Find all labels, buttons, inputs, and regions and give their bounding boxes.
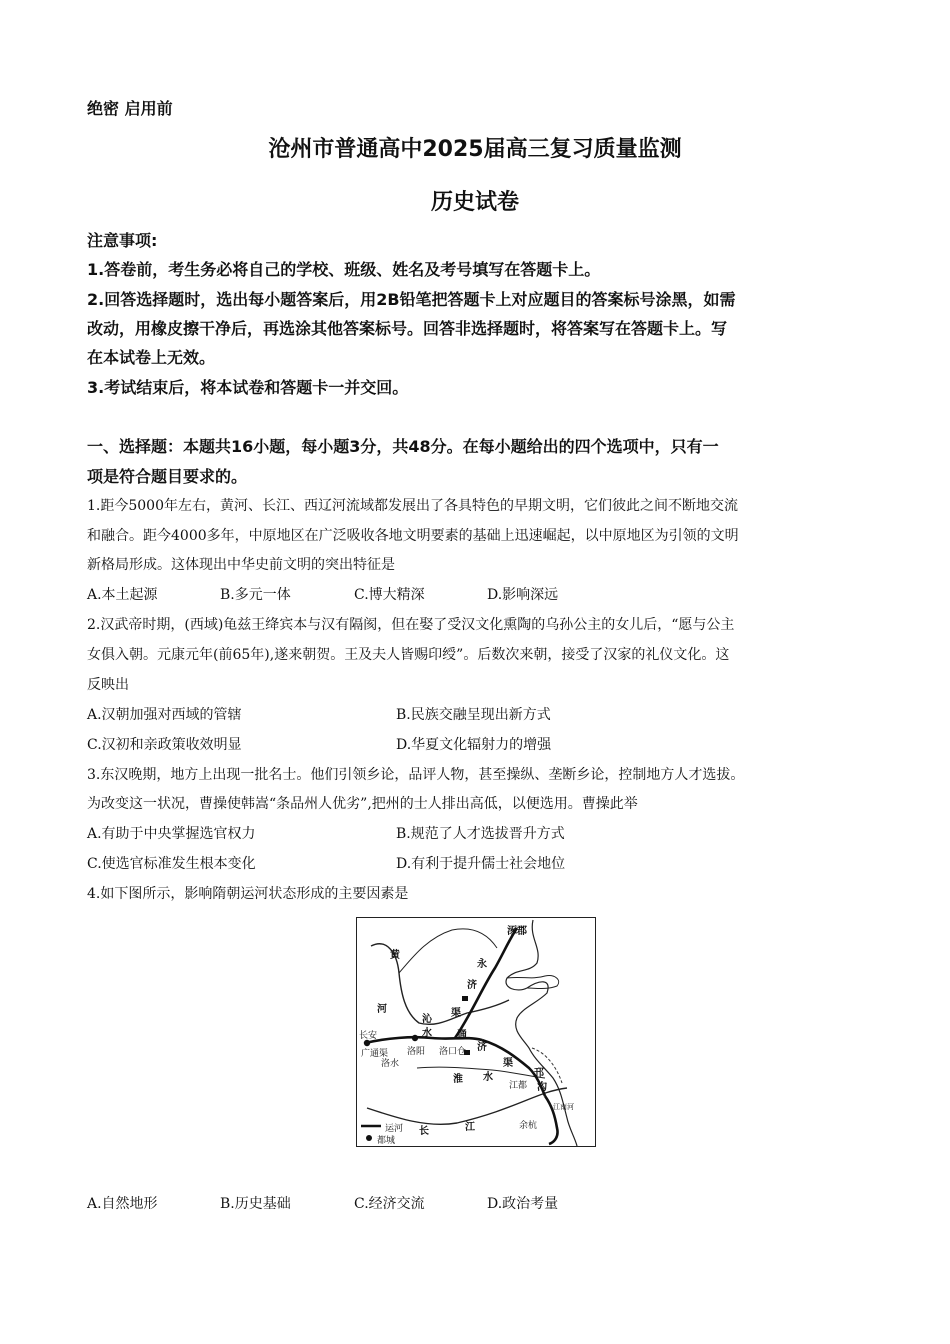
question-2-text: 女俱入朝。元康元年(前65年),遂来朝贺。王及夫人皆赐印绶”。后数次来朝，接受了汉家的礼仪文化。这 (87, 647, 730, 663)
question-4-option-c: C.经济交流 (354, 1196, 425, 1212)
question-1-option-d: D.影响深远 (487, 587, 559, 603)
note-line: 3.考试结束后，将本试卷和答题卡一并交回。 (87, 378, 409, 397)
map-label-shui2: 水 (483, 1072, 493, 1083)
granary-icon (462, 996, 468, 1001)
map-label-ji1: 济 (467, 980, 477, 991)
question-4-option-b: B.历史基础 (220, 1196, 291, 1212)
exam-title: 沧州市普通高中2025届高三复习质量监测 (268, 137, 682, 162)
map-label-huai: 淮 (453, 1074, 463, 1085)
yongji-canal (455, 928, 517, 1038)
question-4-option-a: A.自然地形 (87, 1196, 158, 1212)
map-label-shui1: 水 (422, 1028, 432, 1039)
legend-capital-icon (366, 1135, 372, 1141)
map-label-jiangnan: 江南河 (553, 1103, 574, 1111)
map-label-jiang: 江 (465, 1122, 475, 1133)
section-instructions-cont: 项是符合题目要求的。 (87, 467, 248, 486)
map-legend-capital: 都城 (377, 1136, 396, 1146)
question-2-option-c: C.汉初和亲政策收效明显 (87, 737, 242, 753)
question-2-option-b: B.民族交融呈现出新方式 (396, 707, 551, 723)
map-label-jiangdu: 江都 (509, 1081, 528, 1091)
question-2-option-a: A.汉朝加强对西域的管辖 (87, 707, 242, 723)
question-1-option-b: B.多元一体 (220, 587, 291, 603)
note-line: 在本试卷上无效。 (87, 348, 216, 367)
map-label-chang: 长 (419, 1126, 429, 1137)
coastline (506, 920, 577, 1146)
question-1-option-a: A.本土起源 (87, 587, 158, 603)
question-1-text: 和融合。距今4000多年，中原地区在广泛吸收各地文明要素的基础上迅速崛起，以中原地区为引领的文明 (87, 528, 739, 544)
question-2-option-d: D.华夏文化辐射力的增强 (396, 737, 552, 753)
subject-title: 历史试卷 (430, 190, 519, 215)
map-label-yuhang: 余杭 (519, 1121, 538, 1131)
map-label-qu2: 渠 (503, 1058, 513, 1069)
map-label-luoshui: 洛水 (381, 1059, 400, 1069)
sui-canal-map (356, 917, 596, 1147)
question-1-text: 1.距今5000年左右，黄河、长江、西辽河流域都发展出了各具特色的早期文明，它们彼此之间不断地交流 (87, 498, 738, 514)
map-label-gou: 沟 (537, 1082, 547, 1093)
map-label-guangtong: 广通渠 (361, 1049, 389, 1059)
map-label-qu1: 渠 (451, 1008, 461, 1019)
question-3-option-b: B.规范了人才选拔晋升方式 (396, 826, 565, 842)
question-4-text: 4.如下图所示，影响隋朝运河状态形成的主要因素是 (87, 886, 409, 902)
question-2-text: 反映出 (87, 677, 129, 693)
question-2-text: 2.汉武帝时期，(西域)龟兹王绛宾本与汉有隔阂，但在娶了受汉文化熏陶的乌孙公主的女儿后，“愿与公主 (87, 617, 735, 633)
map-label-tong: 通 (457, 1030, 467, 1041)
question-3-option-a: A.有助于中央掌握选官权力 (87, 826, 256, 842)
question-3-text: 为改变这一状况，曹操使韩嵩“条品州人优劣”,把州的士人排出高低，以便选用。曹操此举 (87, 796, 638, 812)
peninsula-outline (507, 976, 559, 989)
note-line: 2.回答选择题时，选出每小题答案后，用2B铅笔把答题卡上对应题目的答案标号涂黑，如需 (87, 290, 736, 309)
section-instructions: 一、选择题：本题共16小题，每小题3分，共48分。在每小题给出的四个选项中，只有一 (87, 437, 719, 456)
question-4-option-d: D.政治考量 (487, 1196, 559, 1212)
question-3-option-d: D.有利于提升儒士社会地位 (396, 856, 566, 872)
map-label-yong: 永 (477, 959, 487, 970)
notes-heading: 注意事项: (87, 231, 158, 250)
map-label-luokoucang: 洛口仓 (439, 1047, 467, 1057)
map-label-he: 河 (377, 1004, 387, 1015)
map-label-han: 邗 (534, 1068, 544, 1079)
map-legend-canal: 运河 (385, 1124, 404, 1134)
map-label-qin: 沁 (422, 1014, 432, 1025)
question-1-text: 新格局形成。这体现出中华史前文明的突出特征是 (87, 557, 395, 573)
map-label-ji2: 济 (477, 1042, 487, 1053)
luoyang-capital-icon (412, 1035, 418, 1041)
question-3-text: 3.东汉晚期，地方上出现一批名士。他们引领乡论，品评人物，甚至操纵、垄断乡论，控制地方人才选拔。 (87, 767, 745, 783)
map-label-zhuojun: 涿郡 (507, 926, 527, 937)
map-label-luoyang: 洛阳 (407, 1047, 426, 1057)
map-label-huang: 黄 (390, 950, 400, 961)
question-1-option-c: C.博大精深 (354, 587, 425, 603)
question-3-option-c: C.使选官标准发生根本变化 (87, 856, 256, 872)
note-line: 1.答卷前，考生务必将自己的学校、班级、姓名及考号填写在答题卡上。 (87, 260, 601, 279)
note-line: 改动，用橡皮擦干净后，再选涂其他答案标号。回答非选择题时，将答案写在答题卡上。写 (87, 319, 728, 338)
huai-river (417, 1067, 545, 1078)
map-label-changan: 长安 (359, 1031, 378, 1041)
confidential-label: 绝密 启用前 (87, 99, 173, 118)
